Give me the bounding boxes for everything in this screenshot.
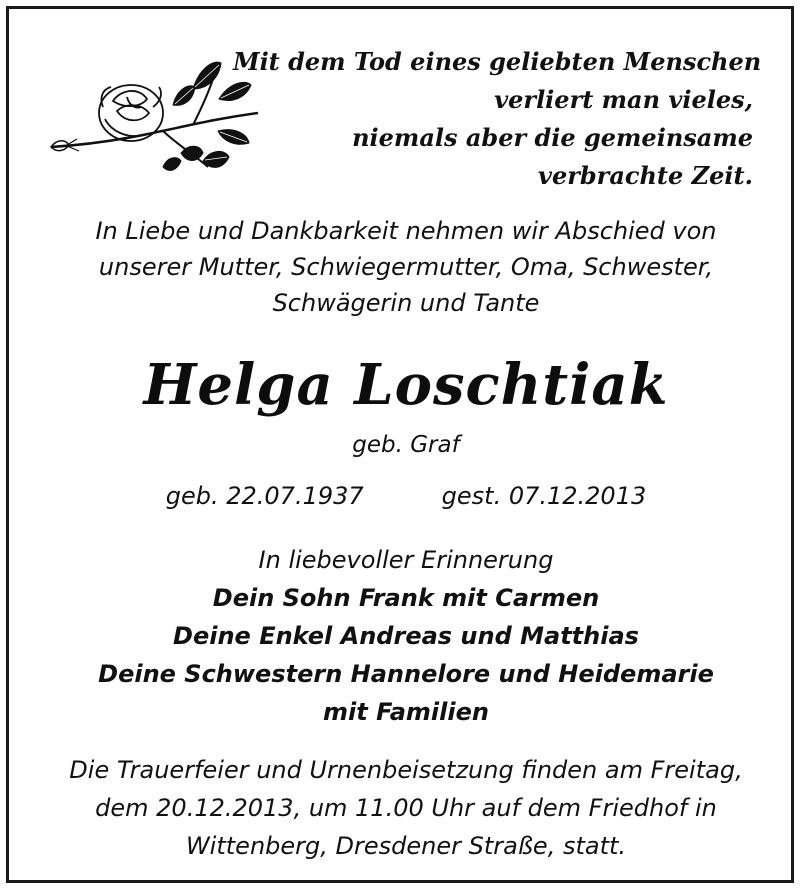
intro-line: unserer Mutter, Schwiegermutter, Oma, Schwester,	[98, 253, 714, 281]
quote-line: verliert man vieles,	[494, 85, 753, 114]
opening-quote	[233, 43, 762, 195]
mourner-line: Deine Schwestern Hannelore und Heidemarie	[98, 660, 714, 688]
quote-line: verbrachte Zeit.	[538, 161, 753, 190]
service-line: Die Trauerfeier und Urnenbeisetzung finden am Freitag,	[69, 756, 743, 784]
mourners-block	[9, 541, 800, 731]
quote-line: niemals aber die gemeinsame	[352, 123, 753, 152]
mourners-heading: In liebevoller Erinnerung	[258, 546, 554, 574]
service-line: dem 20.12.2013, um 11.00 Uhr auf dem Friedhof in	[95, 794, 717, 822]
mourner-line: Dein Sohn Frank mit Carmen	[212, 584, 600, 612]
birth-date: geb. 22.07.1937	[165, 482, 364, 510]
obituary-frame	[6, 6, 794, 883]
mourner-line: Deine Enkel Andreas und Matthias	[173, 622, 639, 650]
life-dates	[9, 479, 800, 513]
intro-line: Schwägerin und Tante	[272, 289, 540, 317]
maiden-name: geb. Graf	[352, 432, 460, 458]
service-line: Wittenberg, Dresdener Straße, statt.	[185, 832, 627, 860]
funeral-service-info	[9, 751, 800, 865]
intro-line: In Liebe und Dankbarkeit nehmen wir Abschied von	[95, 217, 717, 245]
deceased-name: Helga Loschtiak	[143, 352, 669, 418]
quote-line: Mit dem Tod eines geliebten Menschen	[233, 47, 762, 76]
mourner-line: mit Familien	[323, 698, 489, 726]
death-date: gest. 07.12.2013	[441, 482, 647, 510]
farewell-intro	[9, 213, 800, 321]
